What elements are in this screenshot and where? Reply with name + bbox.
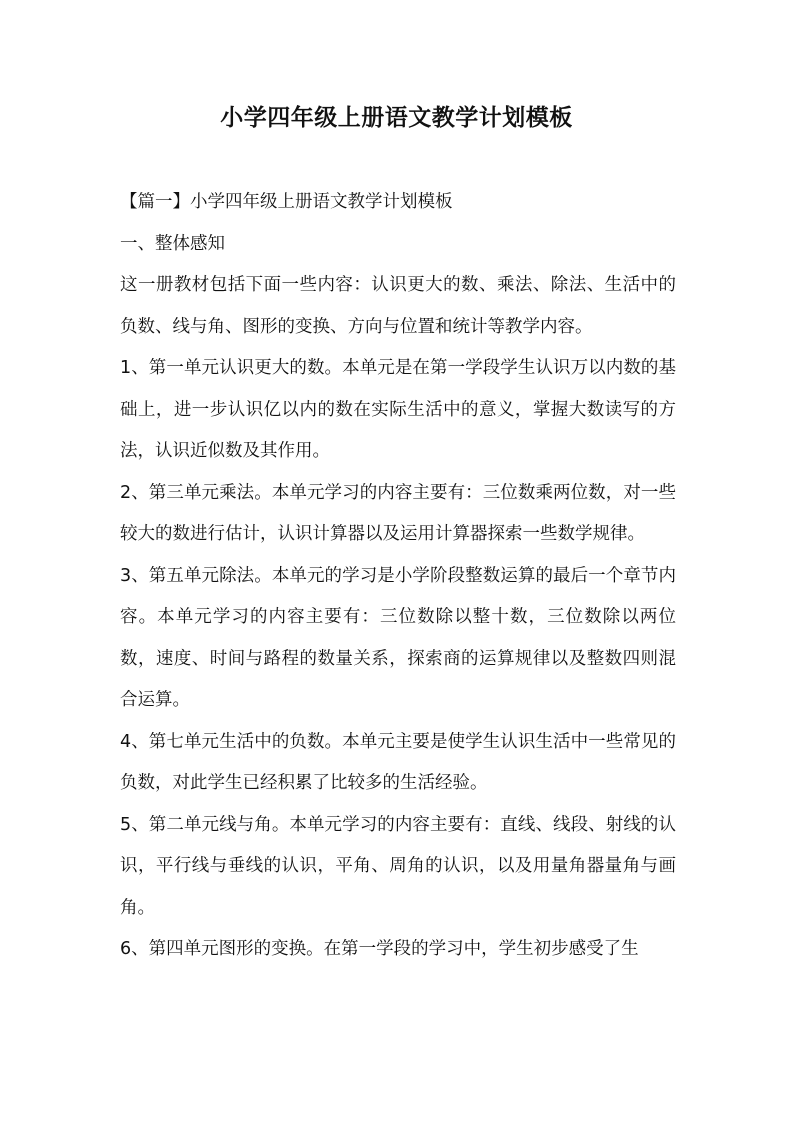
unit-3-paragraph: 2、第三单元乘法。本单元学习的内容主要有：三位数乘两位数，对一些较大的数进行估计，认识计算器以及运用计算器探索一些数学规律。: [120, 482, 676, 544]
section-heading: 【篇一】小学四年级上册语文教学计划模板: [120, 192, 453, 212]
intro-paragraph: 这一册教材包括下面一些内容：认识更大的数、乘法、除法、生活中的负数、线与角、图形的变换、方向与位置和统计等教学内容。: [120, 275, 676, 337]
unit-2-paragraph: 5、第二单元线与角。本单元学习的内容主要有：直线、线段、射线的认识，平行线与垂线的认识，平角、周角的认识，以及用量角器量角与画角。: [120, 814, 676, 918]
unit-7-paragraph: 4、第七单元生活中的负数。本单元主要是使学生认识生活中一些常见的负数，对此学生已经积累了比较多的生活经验。: [120, 731, 676, 793]
subsection-heading: 一、整体感知: [120, 233, 225, 254]
unit-4-paragraph: 6、第四单元图形的变换。在第一学段的学习中，学生初步感受了生: [120, 939, 639, 959]
unit-1-paragraph: 1、第一单元认识更大的数。本单元是在第一学段学生认识万以内数的基础上，进一步认识亿以内的数在实际生活中的意义，掌握大数读写的方法，认识近似数及其作用。: [120, 358, 676, 461]
document-title: 小学四年级上册语文教学计划模板: [220, 105, 573, 131]
unit-5-paragraph: 3、第五单元除法。本单元的学习是小学阶段整数运算的最后一个章节内容。本单元学习的内容主要有：三位数除以整十数，三位数除以两位数，速度、时间与路程的数量关系，探索商的运算规律以及整数四则混合运算。: [120, 565, 676, 710]
document-body: [120, 182, 676, 971]
